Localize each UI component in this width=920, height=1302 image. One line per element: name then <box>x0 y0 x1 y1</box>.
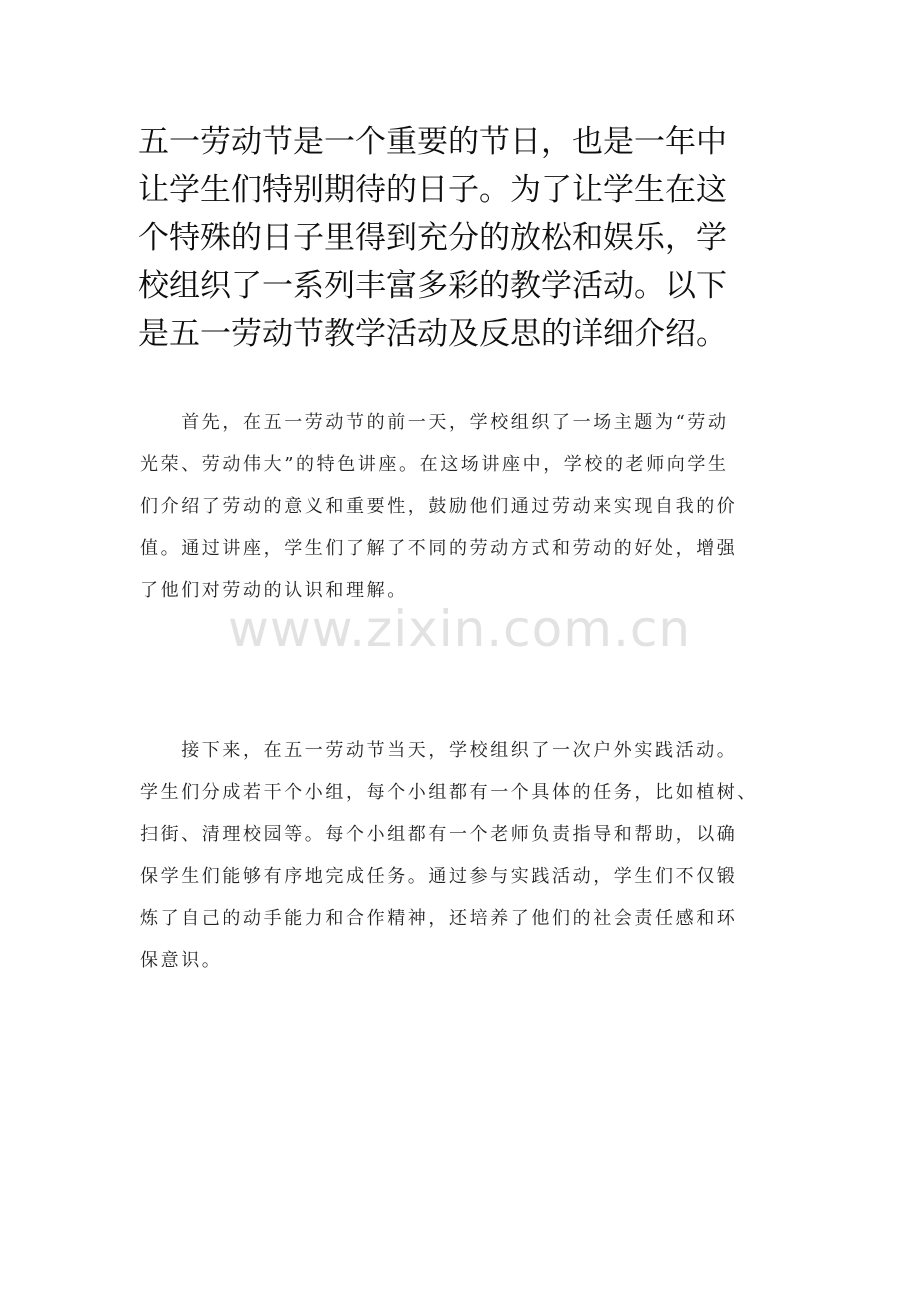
paragraph1-line-4: 值。通过讲座，学生们了解了不同的劳动方式和劳动的好处，增强 <box>140 538 738 559</box>
paragraph2-line-2: 学生们分成若干个小组，每个小组都有一个具体的任务，比如植树、 <box>140 782 758 803</box>
paragraph1-line-5: 了他们对劳动的认识和理解。 <box>140 580 408 601</box>
lead-line-3: 个特殊的日子里得到充分的放松和娱乐，学 <box>138 220 727 256</box>
lead-line-1: 五一劳动节是一个重要的节日，也是一年中 <box>138 124 727 160</box>
paragraph-lecture <box>140 402 800 612</box>
lead-paragraph <box>138 118 778 358</box>
paragraph1-line-2: 光荣、劳动伟大”的特色讲座。在这场讲座中，学校的老师向学生 <box>140 454 729 475</box>
paragraph2-line-1: 接下来，在五一劳动节当天，学校组织了一次户外实践活动。 <box>140 740 738 761</box>
paragraph1-line-3: 们介绍了劳动的意义和重要性，鼓励他们通过劳动来实现自我的价 <box>140 496 738 517</box>
paragraph2-line-4: 保学生们能够有序地完成任务。通过参与实践活动，学生们不仅锻 <box>140 866 738 887</box>
watermark: www.zixin.com.cn <box>228 600 692 658</box>
lead-line-5: 是五一劳动节教学活动及反思的详细介绍。 <box>138 316 727 352</box>
paragraph2-line-5: 炼了自己的动手能力和合作精神，还培养了他们的社会责任感和环 <box>140 908 738 929</box>
lead-line-2: 让学生们特别期待的日子。为了让学生在这 <box>138 172 727 208</box>
paragraph2-line-6: 保意识。 <box>140 950 223 971</box>
paragraph2-line-3: 扫街、清理校园等。每个小组都有一个老师负责指导和帮助，以确 <box>140 824 738 845</box>
paragraph-outdoor-activity <box>140 730 800 982</box>
lead-line-4: 校组织了一系列丰富多彩的教学活动。以下 <box>138 268 727 304</box>
paragraph1-line-1: 首先，在五一劳动节的前一天，学校组织了一场主题为“劳动 <box>140 412 729 433</box>
